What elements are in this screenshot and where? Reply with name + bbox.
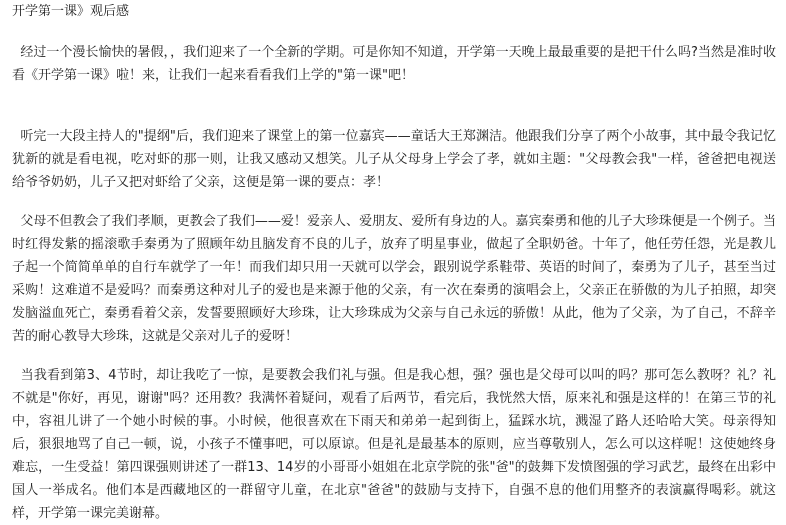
paragraph-love: 父母不但教会了我们孝顺，更教会了我们——爱！爱亲人、爱朋友、爱所有身边的人。嘉宾秦勇和他的儿子大珍珠便是一个例子。当时红得发紫的摇滚歌手秦勇为了照顾年幼且脑发育不良的儿子，放弃了明星事业，做起了全职奶爸。十年了，他任劳任怨，光是教儿子起一个简简单单的自行车就学了一年！而我们却只用一天就可以学会，跟别说学系鞋带、英语的时间了，秦勇为了儿子，甚至当过采购！这难道不是爱吗？而秦勇这种对儿子的爱也是来源于他的父亲，有一次在秦勇的演唱会上，父亲正在骄傲的为儿子拍照，却突发脑溢血死亡，秦勇看着父亲，发誓要照顾好大珍珠，让大珍珠成为父亲与自己永远的骄傲！从此，他为了父亲，为了自己，不辞辛苦的耐心教导大珍珠，这就是父亲对儿子的爱呀！ bbox=[12, 214, 776, 344]
paragraph-intro: 经过一个漫长愉快的暑假，，我们迎来了一个全新的学期。可是你知不知道，开学第一天晚上最最重要的是把干什么吗?当然是准时收看《开学第一课》啦！来，让我们一起来看看我们上学的"第一课"吧！ bbox=[12, 45, 776, 83]
paragraph-courtesy-strength: 当我看到第3、4节时，却让我吃了一惊，是要教会我们礼与强。但是我心想，强？强也是父母可以叫的吗？那可怎么教呀？礼？礼不就是"你好，再见，谢谢"吗？还用教？我满怀着疑问，观看了后两节，看完后，我恍然大悟，原来礼和强是这样的！在第三节的礼中，容祖儿讲了一个她小时候的事。小时候，他很喜欢在下雨天和弟弟一起到街上，猛踩水坑，溅湿了路人还哈哈大笑。母亲得知后，狠狠地骂了自己一顿，说，小孩子不懂事吧，可以原谅。但是礼是最基本的原则，应当尊敬别人，怎么可以这样呢！这使她终身难忘，一生受益！第四课强则讲述了一群13、14岁的小哥哥小姐姐在北京学院的张"爸"的鼓舞下发愤图强的学习武艺，最终在出彩中国人一举成名。他们本是西藏地区的一群留守儿童，在北京"爸爸"的鼓励与支持下，自强不息的他们用整齐的表演赢得喝彩。就这样，开学第一课完美谢幕。 bbox=[12, 368, 777, 521]
article-page bbox=[0, 4, 786, 521]
paragraph-first-guest: 听完一大段主持人的"提纲"后，我们迎来了课堂上的第一位嘉宾——童话大王郑渊洁。他跟我们分享了两个小故事，其中最令我记忆犹新的就是看电视，吃对虾的那一则，让我又感动又想笑。儿子从父母身上学会了孝，就如主题："父母教会我"一样，爸爸把电视送给爷爷奶奶，儿子又把对虾给了父亲，这便是第一课的要点：孝！ bbox=[12, 129, 776, 190]
article-title: 开学第一课》观后感 bbox=[12, 4, 130, 19]
